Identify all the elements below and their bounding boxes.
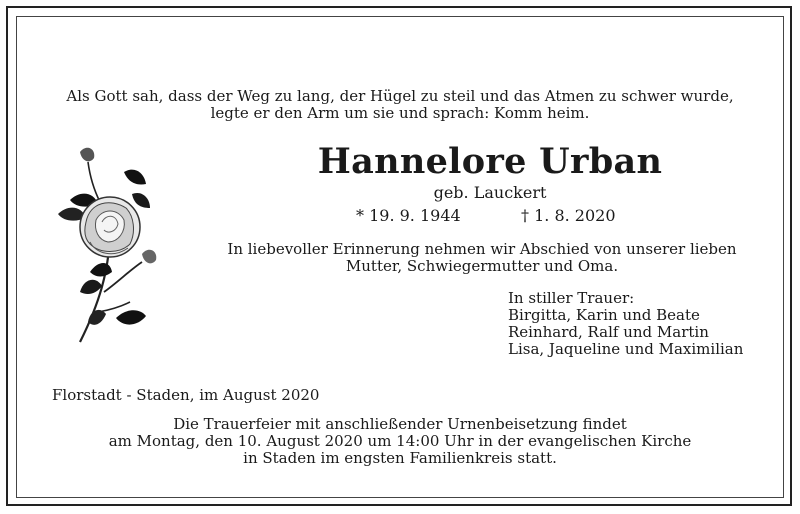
mourners-heading: In stiller Trauer: [508,289,635,307]
motto-line: legte er den Arm um sie und sprach: Komm heim. [210,104,590,122]
birth-name: geb. Lauckert [433,183,547,202]
motto-line: Als Gott sah, dass der Weg zu lang, der Hügel zu steil und das Atmen zu schwer wurde, [66,87,734,105]
service-line: in Staden im engsten Familienkreis statt. [243,449,557,467]
farewell-line: In liebevoller Erinnerung nehmen wir Abschied von unserer lieben [227,240,737,258]
mourners-line: Birgitta, Karin und Beate [508,306,700,324]
mourners-block [508,290,743,358]
mourners-line: Lisa, Jaqueline und Maximilian [508,340,744,358]
mourners-line: Reinhard, Ralf und Martin [508,323,709,341]
farewell-text [222,241,742,275]
motto [0,88,800,122]
death-date: † 1. 8. 2020 [521,206,616,225]
birth-date: * 19. 9. 1944 [356,206,461,225]
place-date: Florstadt - Staden, im August 2020 [52,386,320,404]
service-info [0,416,800,467]
farewell-line: Mutter, Schwiegermutter und Oma. [345,257,619,275]
rose-icon [50,142,162,352]
service-line: am Montag, den 10. August 2020 um 14:00 Uhr in der evangelischen Kirche [108,432,692,450]
service-line: Die Trauerfeier mit anschließender Urnenbeisetzung findet [173,415,627,433]
deceased-name: Hannelore Urban [317,141,663,182]
